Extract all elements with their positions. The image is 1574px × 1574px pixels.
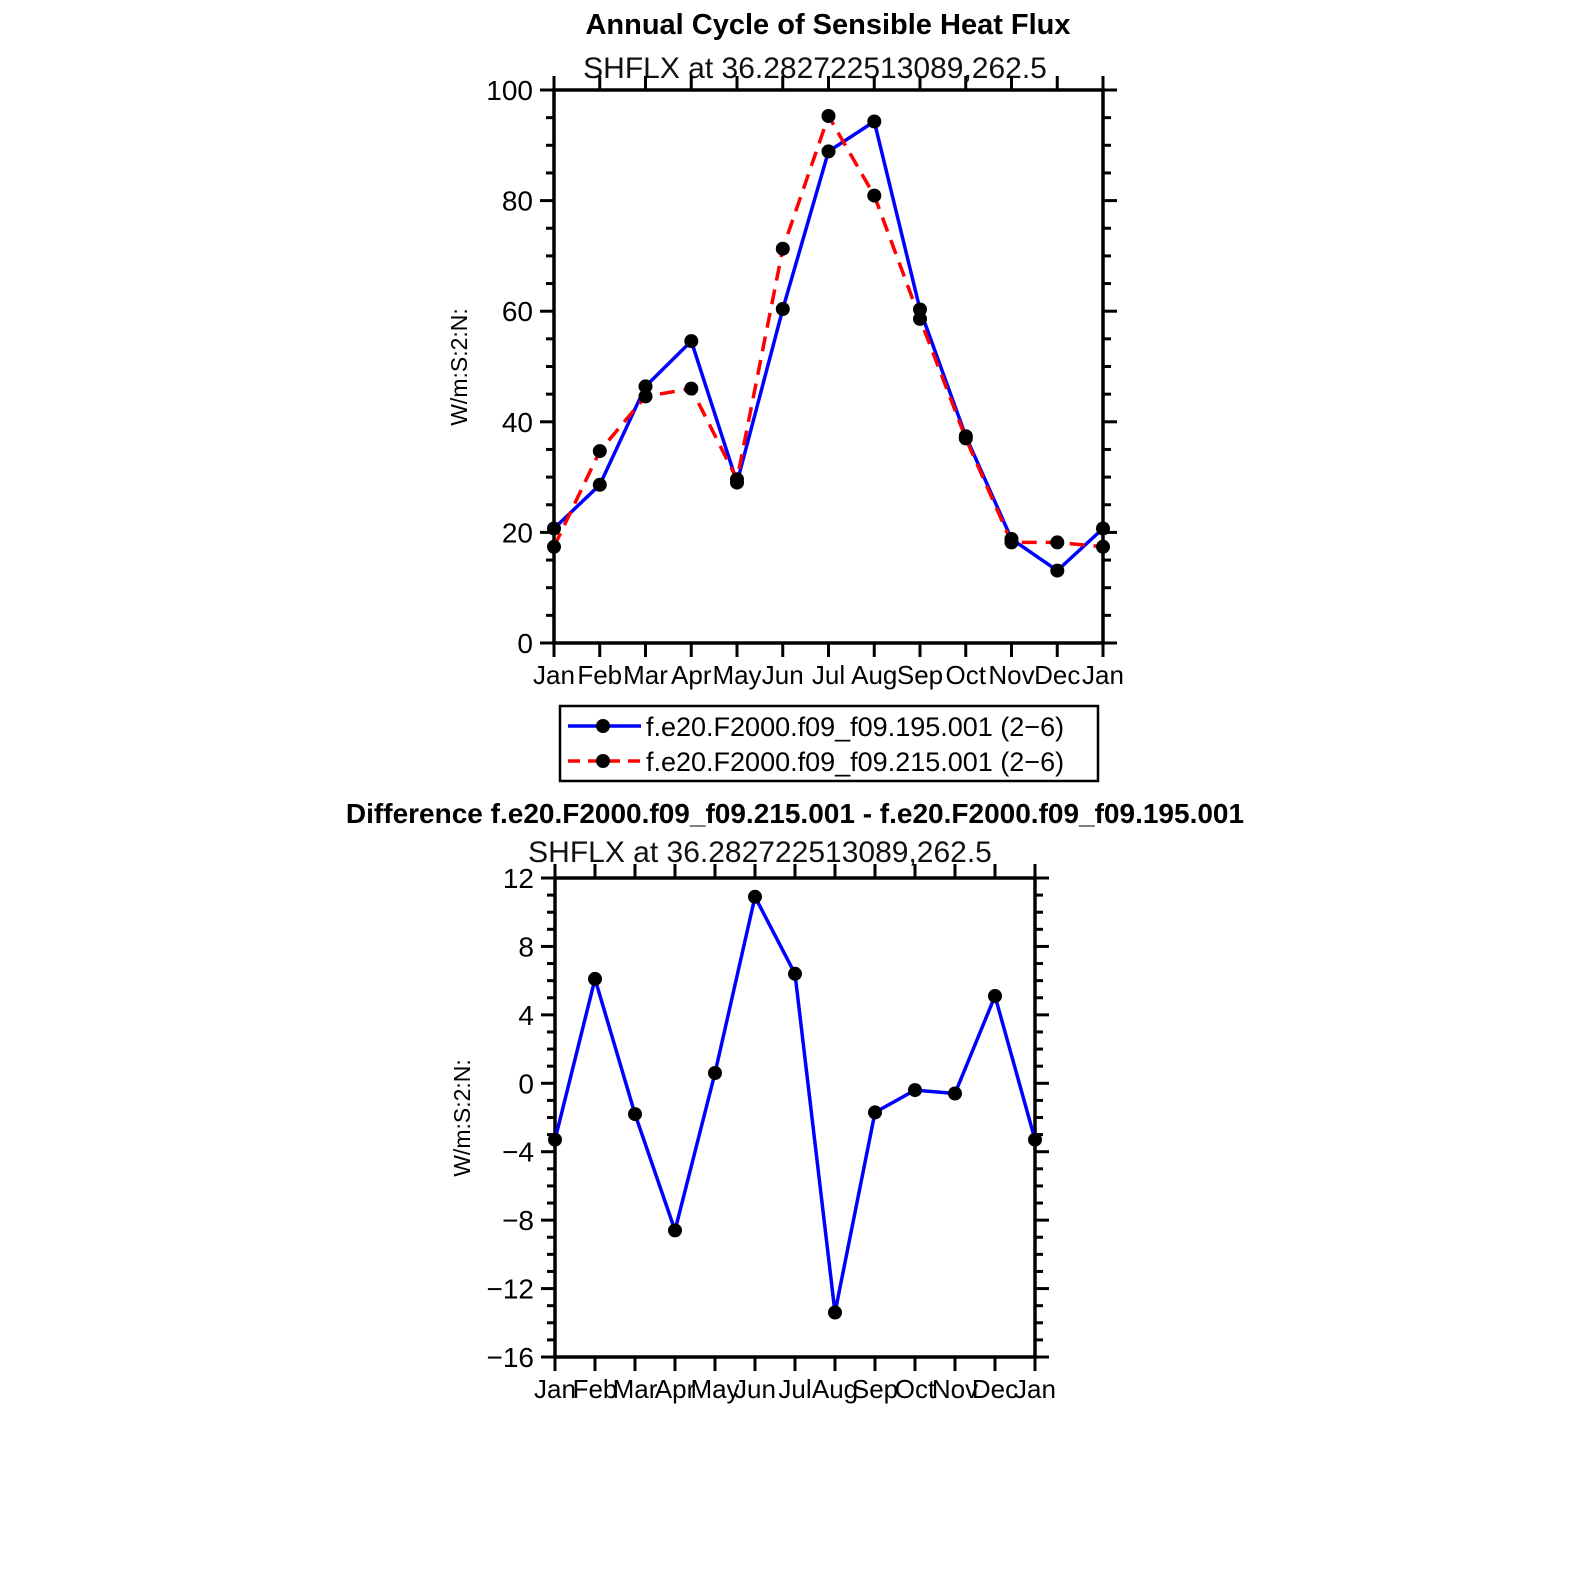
series-0-marker	[668, 1223, 682, 1237]
x-tick-label: May	[712, 660, 762, 690]
y-tick-label: 80	[501, 185, 533, 217]
series-1-marker	[822, 109, 836, 123]
bottom-chart-y-axis-title: W/m:S:2:N:	[449, 1059, 475, 1177]
legend-entry-215-label: f.e20.F2000.f09_f09.215.001 (2−6)	[646, 747, 1065, 777]
x-tick-label: Jan	[533, 660, 575, 690]
series-line-0	[554, 122, 1103, 571]
series-1-marker	[776, 242, 790, 256]
x-tick-label: Oct	[894, 1374, 936, 1404]
series-0-marker	[593, 478, 607, 492]
series-1-marker	[593, 444, 607, 458]
x-tick-label: Oct	[945, 660, 986, 690]
x-tick-label: Dec	[971, 1374, 1019, 1404]
series-0-marker	[547, 522, 561, 536]
series-0-marker	[868, 1105, 882, 1119]
y-tick-label: −4	[502, 1136, 534, 1168]
series-0-marker	[628, 1107, 642, 1121]
series-1-marker	[1005, 535, 1019, 549]
x-tick-label: May	[690, 1374, 740, 1404]
top-chart-plot-area	[486, 75, 1124, 690]
x-tick-label: Aug	[851, 660, 898, 690]
series-line-0	[555, 897, 1035, 1313]
x-tick-label: Jan	[1014, 1374, 1056, 1404]
series-1-marker	[867, 189, 881, 203]
bottom-chart-subtitle: SHFLX at 36.282722513089,262.5	[528, 836, 992, 869]
x-tick-label: Jun	[734, 1374, 776, 1404]
y-tick-label: −8	[502, 1205, 534, 1237]
x-tick-label: Mar	[612, 1374, 658, 1404]
y-tick-label: 0	[518, 1068, 534, 1100]
x-tick-label: Jun	[761, 660, 804, 690]
y-tick-label: 20	[501, 517, 533, 549]
y-tick-label: 4	[518, 999, 534, 1031]
top-chart-title: Annual Cycle of Sensible Heat Flux	[585, 9, 1071, 41]
x-tick-label: Sep	[851, 1374, 899, 1404]
series-0-marker	[684, 334, 698, 348]
series-1-marker	[730, 472, 744, 486]
x-tick-label: Mar	[623, 660, 668, 690]
x-tick-label: Jul	[778, 1374, 812, 1404]
x-tick-label: Apr	[671, 660, 712, 690]
series-0-marker	[748, 890, 762, 904]
series-0-marker	[908, 1083, 922, 1097]
legend-marker-dot	[596, 754, 610, 768]
y-tick-label: −16	[486, 1342, 534, 1373]
series-0-marker	[948, 1087, 962, 1101]
legend-marker-dot	[596, 719, 610, 733]
top-chart-subtitle: SHFLX at 36.282722513089,262.5	[583, 52, 1047, 85]
x-tick-label: Feb	[577, 660, 623, 690]
y-tick-label: 40	[501, 406, 533, 438]
x-tick-label: Dec	[1034, 660, 1081, 690]
x-tick-label: Jul	[811, 660, 846, 690]
x-tick-label: Jan	[1082, 660, 1124, 690]
legend-entry-195-label: f.e20.F2000.f09_f09.195.001 (2−6)	[646, 712, 1065, 742]
series-0-marker	[708, 1066, 722, 1080]
x-tick-label: Sep	[896, 660, 944, 690]
x-tick-label: Feb	[572, 1374, 618, 1404]
series-line-1	[554, 116, 1103, 547]
series-0-marker	[867, 115, 881, 129]
y-tick-label: 100	[486, 75, 533, 106]
bottom-chart-plot-area	[487, 863, 1056, 1404]
series-1-marker	[639, 389, 653, 403]
y-tick-label: 60	[501, 296, 533, 328]
series-1-marker	[1096, 540, 1110, 554]
series-1-marker	[959, 431, 973, 445]
x-tick-label: Nov	[931, 1374, 979, 1404]
series-0-marker	[788, 967, 802, 981]
plot-frame	[554, 90, 1103, 643]
series-0-marker	[1050, 564, 1064, 578]
plot-frame	[555, 878, 1035, 1357]
series-1-marker	[684, 382, 698, 396]
y-tick-label: 0	[517, 628, 533, 659]
series-0-marker	[776, 302, 790, 316]
legend	[560, 706, 1098, 781]
y-tick-label: −12	[486, 1273, 534, 1305]
x-tick-label: Aug	[811, 1374, 859, 1404]
series-0-marker	[822, 144, 836, 158]
series-1-marker	[547, 540, 561, 554]
series-0-marker	[548, 1133, 562, 1147]
series-0-marker	[1096, 522, 1110, 536]
x-tick-label: Jan	[534, 1374, 576, 1404]
x-tick-label: Apr	[654, 1374, 696, 1404]
bottom-chart-title: Difference f.e20.F2000.f09_f09.215.001 - f.e20.F2000.f09_f09.195.001	[345, 798, 1245, 829]
series-1-marker	[913, 312, 927, 326]
series-1-marker	[1050, 535, 1064, 549]
series-0-marker	[828, 1306, 842, 1320]
y-tick-label: 8	[518, 931, 534, 963]
y-tick-label: 12	[502, 863, 534, 894]
top-chart-y-axis-title: W/m:S:2:N:	[446, 308, 472, 426]
series-0-marker	[988, 989, 1002, 1003]
series-0-marker	[1028, 1133, 1042, 1147]
x-tick-label: Nov	[988, 660, 1035, 690]
series-0-marker	[588, 972, 602, 986]
